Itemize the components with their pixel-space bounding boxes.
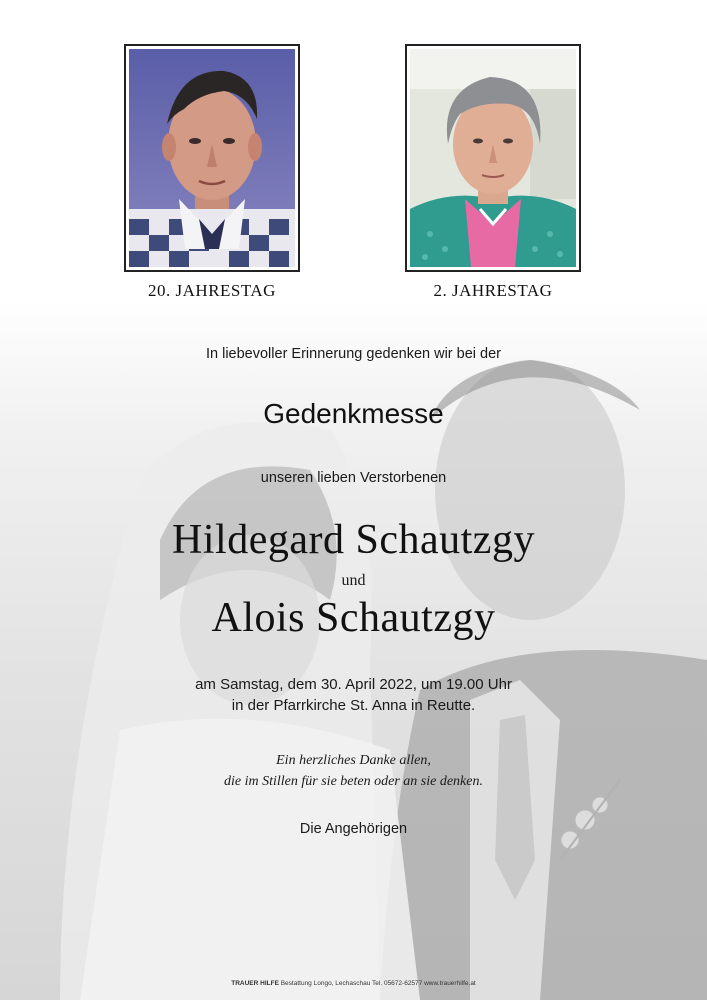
beloved-text: unseren lieben Verstorbenen: [260, 470, 447, 486]
footer: [0, 980, 707, 987]
deceased-name-1: Hildegard Schautzgy: [172, 517, 535, 563]
signoff-text: Die Angehörigen: [299, 821, 408, 837]
anniversary-label-right: 2. JAHRESTAG: [433, 281, 553, 300]
thanks-line-2: die im Stillen für sie beten oder an sie denken.: [224, 774, 483, 789]
anniversary-label-left: 20. JAHRESTAG: [148, 281, 276, 300]
thanks-line-1: Ein herzliches Danke allen,: [276, 753, 431, 768]
footer-text: Bestattung Longo, Lechaschau Tel. 05672-62577 www.trauerhilfe.at: [280, 980, 476, 987]
footer-brand: TRAUER HILFE: [231, 980, 279, 987]
mass-location: in der Pfarrkirche St. Anna in Reutte.: [231, 697, 476, 714]
conjunction-text: und: [341, 572, 366, 589]
portrait-woman-image: [410, 49, 576, 267]
portrait-man-image: [129, 49, 295, 267]
intro-text: In liebevoller Erinnerung gedenken wir bei der: [205, 346, 501, 362]
mass-date: am Samstag, dem 30. April 2022, um 19.00 Uhr: [195, 676, 512, 693]
portrait-woman: [405, 44, 581, 272]
portrait-man: [124, 44, 300, 272]
deceased-name-2: Alois Schautzgy: [211, 595, 496, 641]
mass-title: Gedenkmesse: [263, 398, 444, 429]
